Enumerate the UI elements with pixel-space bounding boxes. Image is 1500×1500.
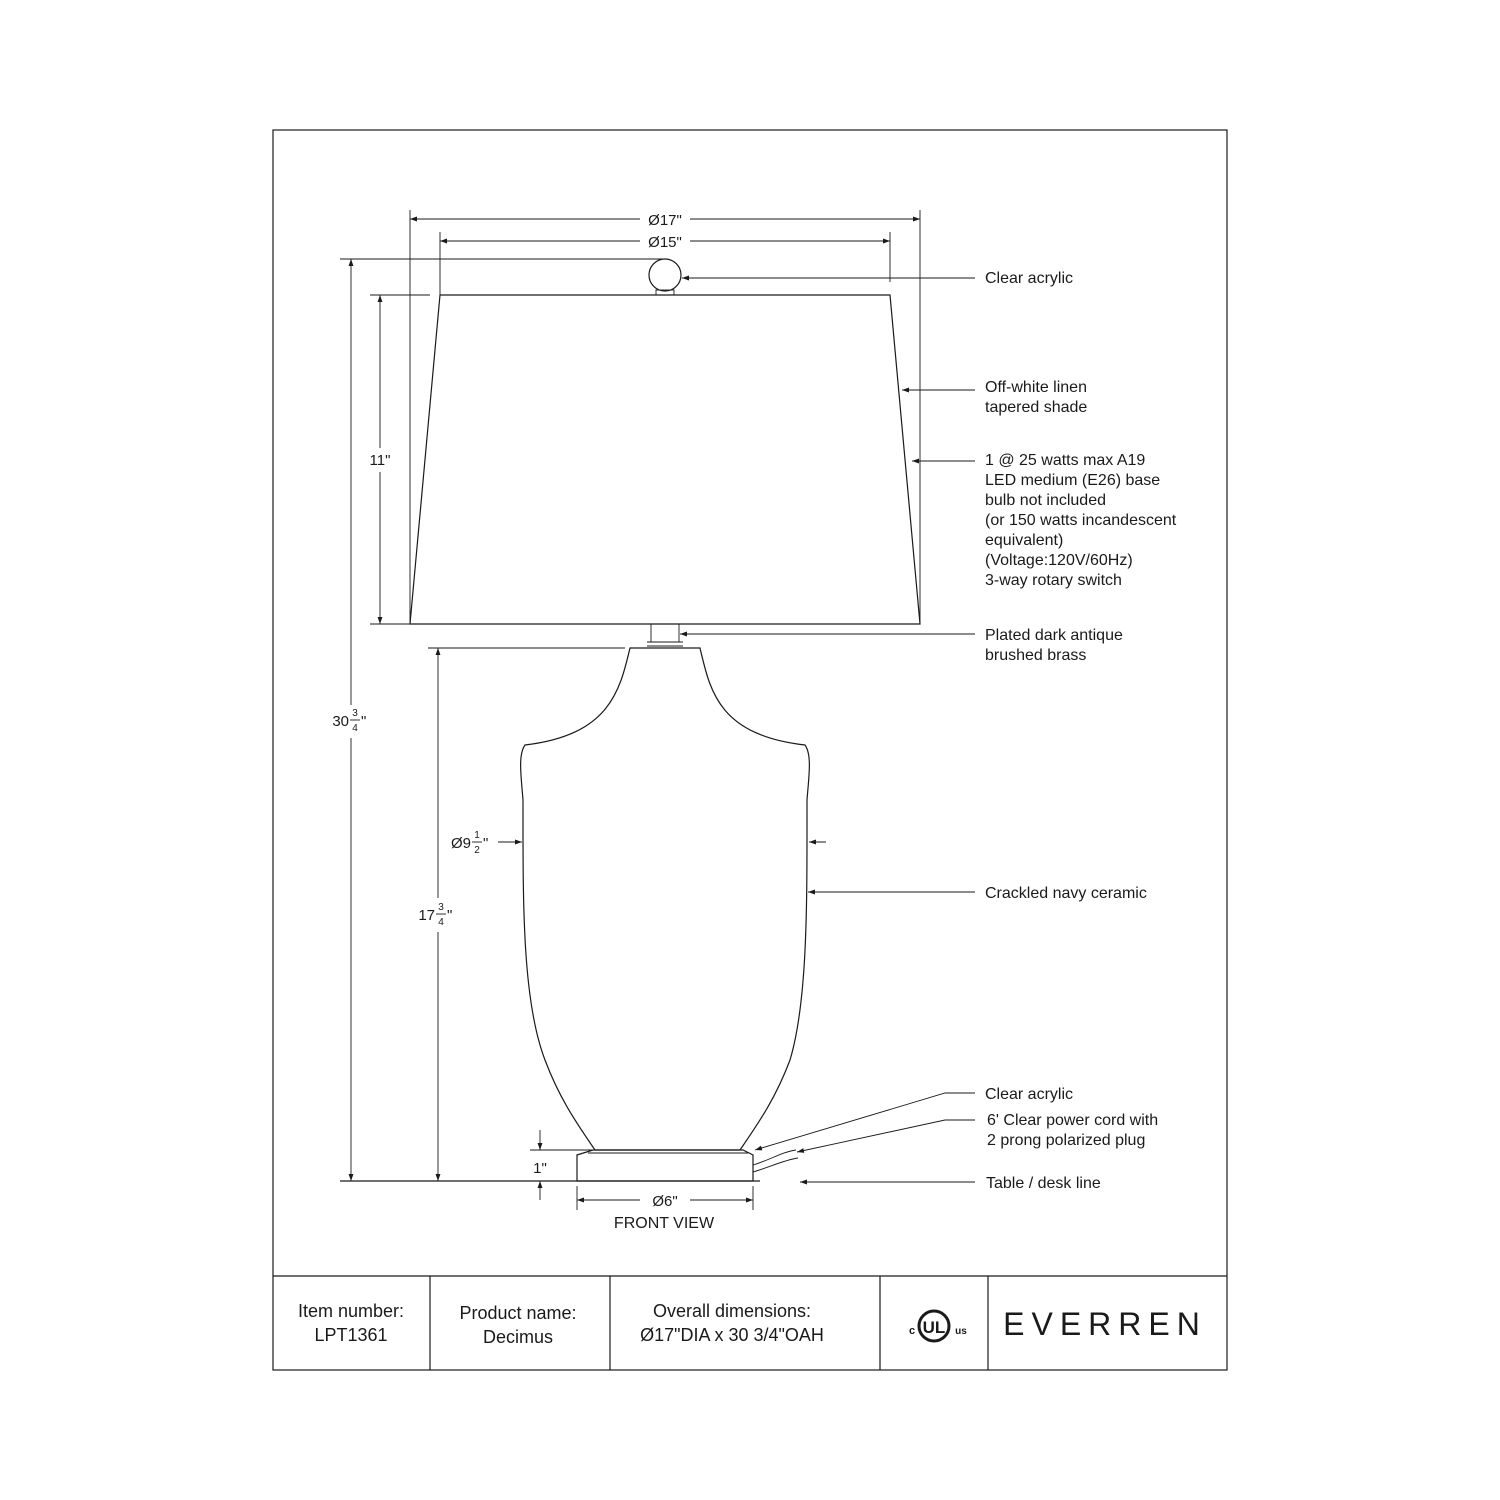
dim-overall-height-num: 3 (352, 708, 358, 719)
overall-dimensions-label: Overall dimensions: (652, 1301, 812, 1321)
overall-dimensions-value: Ø17"DIA x 30 3/4"OAH (640, 1325, 824, 1345)
cul-us-certification-mark (909, 1311, 967, 1341)
dim-body-height (418, 902, 452, 928)
brand-wordmark: EVERREN (1003, 1306, 1207, 1342)
lamp-drawing (340, 259, 920, 1181)
dim-body-height-den: 4 (438, 917, 444, 928)
dimension-lines (340, 210, 920, 1210)
item-number-value: LPT1361 (314, 1325, 388, 1345)
finial (649, 259, 681, 291)
dim-shade-top-dia: Ø17" (648, 212, 682, 229)
callout-finial: Clear acrylic (985, 270, 1074, 287)
dim-body-height-whole: 17 (418, 907, 435, 924)
product-name-label: Product name: (459, 1303, 577, 1323)
dim-body-dia (451, 830, 488, 856)
view-label: FRONT VIEW (613, 1215, 715, 1232)
dim-body-dia-whole: Ø9 (450, 835, 471, 852)
dim-overall-height (332, 708, 366, 734)
callout-base: Clear acrylic (985, 1086, 1074, 1103)
dimension-labels (332, 212, 715, 1232)
dim-overall-height-whole: 30 (332, 713, 349, 730)
callout-table: Table / desk line (986, 1175, 1101, 1192)
callout-neck: Plated dark antique brushed brass (985, 627, 1123, 664)
dim-body-dia-den: 2 (474, 845, 480, 856)
dim-overall-height-den: 4 (352, 723, 358, 734)
dim-body-height-num: 3 (438, 902, 444, 913)
dim-base-height: 1" (533, 1160, 547, 1177)
dim-shade-height: 11" (369, 452, 391, 469)
dim-shade-bottom-dia: Ø15" (648, 234, 682, 251)
cert-c-text: c (908, 1325, 916, 1337)
dim-body-dia-unit: " (483, 835, 489, 852)
lamp-base (577, 1150, 753, 1181)
callout-bulb: 1 @ 25 watts max A19 LED medium (E26) base bulb not included (or 150 watts incandescent equivalent) (Voltage:120V/60Hz) 3-way rotary switch (985, 452, 1177, 589)
everren-logo (1003, 1306, 1207, 1342)
cert-ul-text: UL (922, 1318, 946, 1337)
dim-overall-height-unit: " (361, 713, 367, 730)
neck-hardware (651, 624, 679, 642)
callout-body: Crackled navy ceramic (985, 885, 1147, 902)
cert-us-text: us (955, 1326, 967, 1337)
callout-shade: Off-white linen tapered shade (985, 379, 1088, 416)
dim-body-height-unit: " (447, 907, 453, 924)
callout-labels (985, 270, 1181, 1192)
lampshade (410, 295, 920, 624)
title-block (273, 1276, 1227, 1370)
callout-leaders (680, 278, 975, 1182)
dim-base-dia: Ø6" (652, 1193, 678, 1210)
callout-cord: 6' Clear power cord with 2 prong polarized plug (987, 1112, 1159, 1149)
power-cord (753, 1150, 796, 1165)
dim-body-dia-num: 1 (474, 830, 480, 841)
lamp-body (521, 648, 810, 1150)
item-number-label: Item number: (297, 1301, 405, 1321)
product-name-value: Decimus (482, 1327, 554, 1347)
